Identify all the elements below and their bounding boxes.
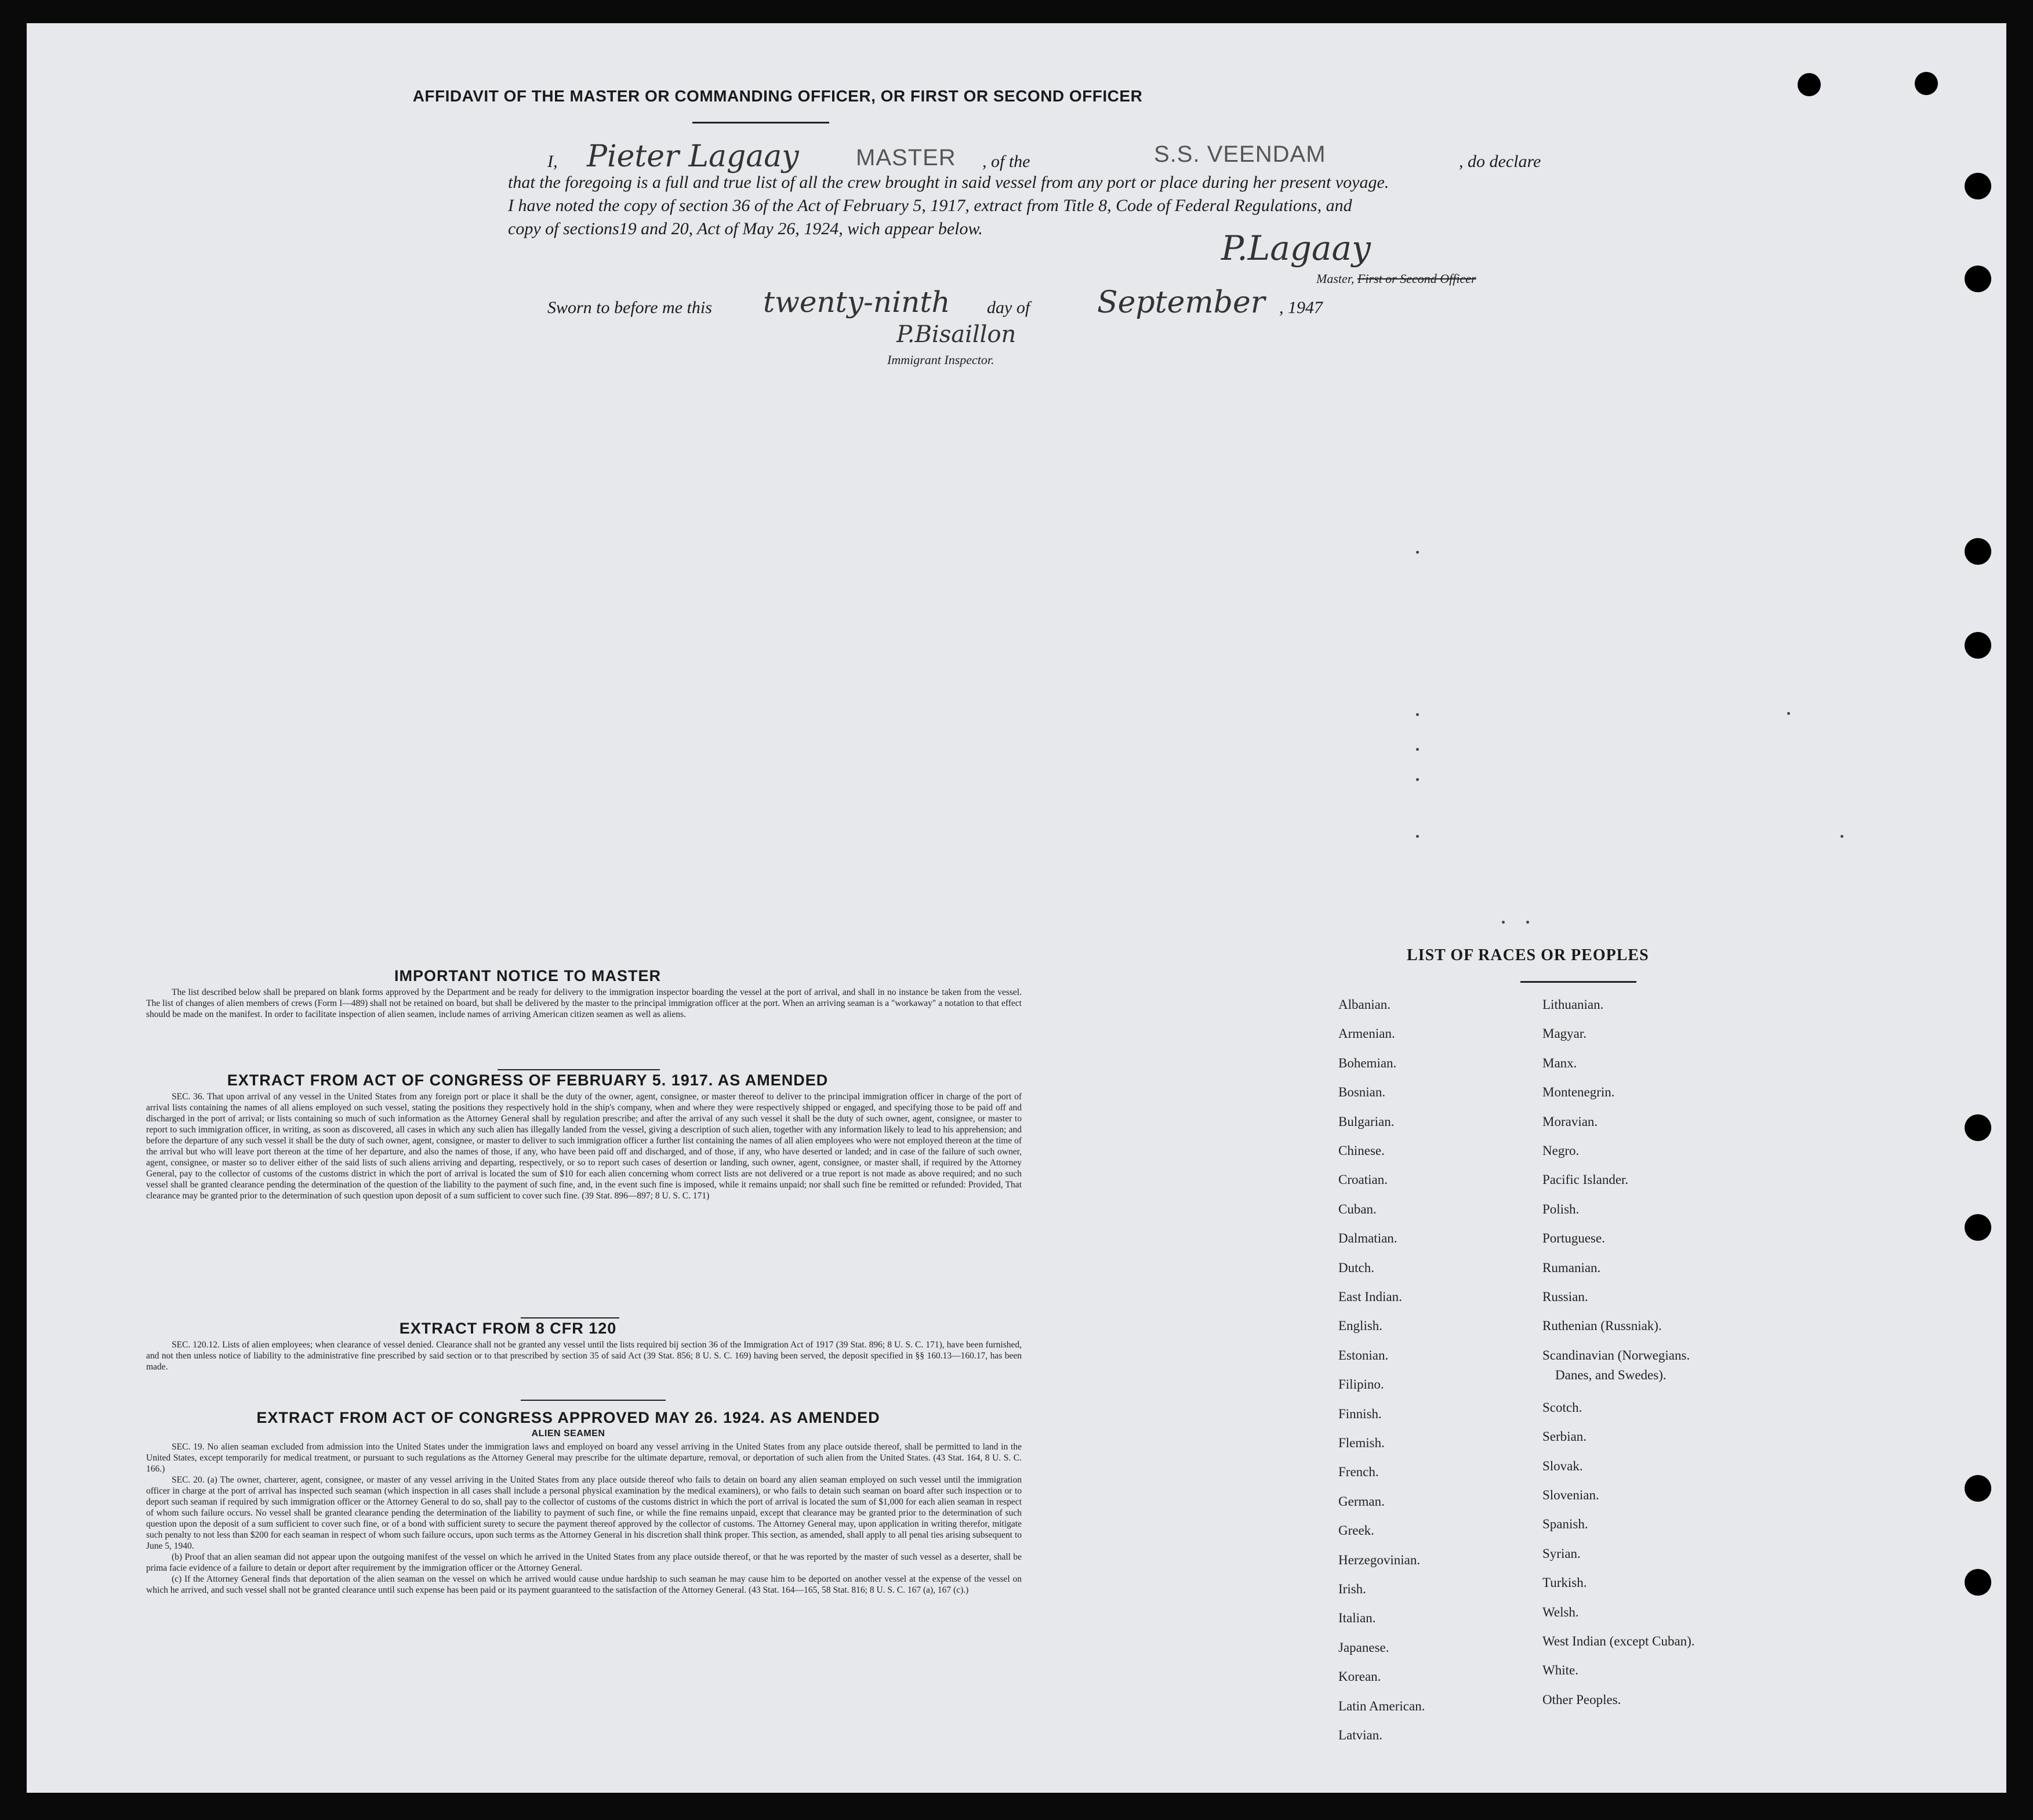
extract-1924-paragraph: SEC. 19. No alien seaman excluded from admission into the United States under the immigration laws and employed on board any vessel arriving in the United States from any place outside thereof, shall be permitted to land in the United States, except temporarily for medical treatment, or pursuant to such regulations as the Attorney General may prescribe for the ultimate departure, removal, or deportation of such alien from the United States. (43 Stat. 164, 8 U. S. C. 166.) [146,1442,1022,1474]
extract-cfr-paragraph: SEC. 120.12. Lists of alien employees; when clearance of vessel denied. Clearance shall not be granted any vessel until the lists required bij section 36 of the Immigration Act of 1917 (39 Stat. 896; 8 U. S. C. 171), have been furnished, and not then unless notice of liability to the administrative fine prescribed by said section or to that prescribed by section 35 of said Act (39 Stat. 856; 8 U. S. C. 169) having been served, the deposit specified in §§ 160.13—160.17, has been made. [146,1340,1022,1372]
speck [1416,551,1419,554]
punch-hole [1965,1475,1991,1502]
race-item: Latvian. [1338,1728,1382,1742]
race-item: Magyar. [1542,1026,1587,1041]
master-signature: P.Lagaay [1221,228,1371,268]
race-item: Rumanian. [1542,1260,1601,1275]
race-item: East Indian. [1338,1289,1402,1304]
declaration-line-2: that the foregoing is a full and true list of all the crew brought in said vessel from any port or place during her present voyage. [508,173,1389,192]
notice-title: IMPORTANT NOTICE TO MASTER [394,967,661,985]
race-item: Polish. [1542,1201,1580,1216]
race-item: Turkish. [1542,1575,1587,1590]
race-item: Croatian. [1338,1172,1388,1187]
speck [1416,835,1419,838]
extract-1917-body [146,1091,1022,1201]
race-item: Greek. [1338,1523,1374,1538]
race-item: Scotch. [1542,1400,1582,1415]
race-item: Moravian. [1542,1114,1598,1129]
race-item: Filipino. [1338,1377,1384,1392]
race-item: French. [1338,1465,1379,1480]
race-item: Latin American. [1338,1698,1425,1713]
race-item: Italian. [1338,1611,1376,1626]
race-item: Syrian. [1542,1546,1581,1561]
punch-hole [1965,1114,1991,1141]
race-item: Korean. [1338,1669,1381,1684]
race-item: Negro. [1542,1143,1580,1158]
race-item: Slovak. [1542,1458,1583,1473]
race-item: Lithuanian. [1542,997,1604,1012]
race-item: English. [1338,1318,1383,1334]
race-item: Flemish. [1338,1436,1385,1450]
extract-1924-paragraph: SEC. 20. (a) The owner, charterer, agent, consignee, or master of any vessel arriving in the United States from any place outside thereof who fails to detain on board any alien seaman employed on such vessel until the immigration officer in charge at the port of arrival has inspected such seaman (which inspection in all cases shall include a personal physical examination by the medical examiners), or who fails to detain such seaman on board after such inspection or to deport such seaman if required by such immigration officer or the Attorney General to do so, shall pay to the collector of customs of the customs district in which the port of arrival is located the sum of $1,000 for each alien seaman in respect of whom such failure occurs. No vessel shall be granted clearance pending the determination of the liability to payment of such fine, or while the fine remains unpaid, except that clearance may be granted prior to the determination of such question upon the deposit of a sum sufficient to cover such fine, or of a bond with sufficient surety to secure the payment thereof approved by the collector of customs. The Attorney General may, upon application in writing therefor, mitigate such penalty to not less than $200 for each seaman in respect of whom such failure occurs, upon such terms as the Attorney General in his discretion shall think proper. This section, as amended, shall apply to all penal ties arising subsequent to June 5, 1940. [146,1475,1022,1551]
race-item: German. [1338,1494,1385,1509]
race-item: Bosnian. [1338,1085,1386,1100]
section-rule [498,1069,660,1070]
sworn-day: twenty-ninth [763,285,950,319]
document-sheet [27,23,2006,1793]
rank-stamp: MASTER [856,145,956,170]
punch-hole [1798,73,1821,96]
extract-cfr-title: EXTRACT FROM 8 CFR 120 [399,1320,617,1337]
section-rule [521,1400,666,1401]
race-item: Herzegovinian. [1338,1552,1421,1567]
speck [1787,712,1790,715]
race-item: Serbian. [1542,1429,1587,1444]
affidavit-title: AFFIDAVIT OF THE MASTER OR COMMANDING OFFICER, OR FIRST OR SECOND OFFICER [412,87,1143,105]
race-item: Other Peoples. [1542,1692,1621,1707]
race-item: Ruthenian (Russniak). [1542,1318,1662,1334]
race-item: Armenian. [1338,1026,1395,1041]
inspector-signature: P.Bisaillon [896,321,1016,348]
extract-cfr-body [146,1339,1022,1372]
master-caption-struck: First or Second Officer [1357,271,1476,286]
extract-1924-title: EXTRACT FROM ACT OF CONGRESS APPROVED MAY 26. 1924. AS AMENDED [256,1409,880,1426]
declaration-do-declare: , do declare [1459,152,1541,171]
race-item: Spanish. [1542,1517,1588,1532]
punch-hole [1965,632,1991,659]
declarant-name: Pieter Lagaay [587,139,799,174]
race-item: Finnish. [1338,1406,1382,1421]
declaration-line-3: I have noted the copy of section 36 of the Act of February 5, 1917, extract from Title 8, Code of Federal Regulations, and [508,196,1352,215]
race-item: Russian. [1542,1289,1588,1304]
master-caption [1316,271,1476,286]
speck [1416,713,1419,716]
punch-hole [1965,538,1991,565]
races-title: LIST OF RACES OR PEOPLES [1407,946,1649,964]
race-item: Slovenian. [1542,1488,1599,1502]
race-item: Dalmatian. [1338,1231,1397,1246]
speck [1416,778,1419,781]
notice-body [146,987,1022,1020]
speck [1840,835,1843,838]
speck [1526,921,1529,924]
race-item-continuation: Danes, and Swedes). [1555,1367,1667,1382]
races-rule [1520,981,1636,983]
sworn-year: , 1947 [1279,298,1323,317]
punch-hole [1965,1214,1991,1241]
extract-1924-paragraph: (c) If the Attorney General finds that deportation of the alien seaman on the vessel on which he arrived would cause undue hardship to such seaman he may cause him to be deported on another vessel at the expense of the vessel on which he arrived, and such vessel shall not be granted clearance until such expense has been paid or its payment guaranteed to the satisfaction of the Attorney General. (43 Stat. 164—165, 58 Stat. 816; 8 U. S. C. 167 (a), 167 (c).) [146,1574,1022,1595]
declaration-i: I, [547,152,558,171]
extract-1917-title: EXTRACT FROM ACT OF CONGRESS OF FEBRUARY 5. 1917. AS AMENDED [227,1071,829,1089]
inspector-caption: Immigrant Inspector. [887,353,994,367]
race-item: Cuban. [1338,1201,1377,1216]
declaration-line-4: copy of sections19 and 20, Act of May 26, 1924, wich appear below. [508,219,983,238]
race-item: Albanian. [1338,997,1391,1012]
sworn-prefix: Sworn to before me this [547,298,712,317]
extract-1917-paragraph: SEC. 36. That upon arrival of any vessel in the United States from any foreign port or place it shall be the duty of the owner, agent, consignee, or master thereof to deliver to the principal immigration officer in charge of the port of arrival lists containing the names of all aliens employed on such vessel, stating the positions they respectively hold in the ship's company, when and where they were respectively shipped or engaged, and specifying those to be paid off and discharged in the port of arrival; or lists containing so much of such information as the Attorney General shall by regulation prescribe; and after the arrival of any such vessel it shall be the duty of such owner, agent, consignee, or master to report to such immigration officer, in writing, as soon as discovered, all cases in which any such alien has illegally landed from the vessel, giving a description of such alien, together with any information likely to lead to his apprehension; and before the departure of any such vessel it shall be the duty of such owner, agent, consignee, or master to deliver to such immigration officer a further list containing the names of all alien employees who were not employed thereon at the time of the arrival but who will leave port thereon at the time of her departure, and also the names of those, if any, who have been paid off and discharged, and of those, if any, who have deserted or landed; and in case of the failure of such owner, agent, consignee, or master so to deliver either of the said lists of such aliens arriving and departing, respectively, or so to report such cases of desertion or landing, such owner, agent, consignee, or master shall, if required by the Attorney General, pay to the collector of customs of the customs district in which the port of arrival is located the sum of $10 for each alien concerning whom correct lists are not delivered or a true report is not made as above required; and no such vessel shall be granted clearance pending the determination of the question of the liability to the payment of such fine, and, in the event such fine is imposed, while it remains unpaid; nor shall such fine be remitted or refunded: Provided, That clearance may be granted prior to the determination of such question upon deposit of a sum sufficient to cover such fine. (39 Stat. 896—897; 8 U. S. C. 171) [146,1092,1022,1201]
race-item: Chinese. [1338,1143,1385,1158]
punch-hole [1915,72,1938,95]
master-caption-prefix: Master, [1316,271,1355,286]
race-item: Manx. [1542,1055,1577,1070]
sworn-day-of: day of [987,298,1030,317]
race-item: Japanese. [1338,1640,1389,1655]
section-rule [521,1317,619,1318]
race-item: Montenegrin. [1542,1085,1615,1100]
speck [1416,748,1419,751]
declaration-of-the: , of the [982,152,1030,171]
extract-1924-body [146,1441,1022,1596]
extract-1924-subtitle: ALIEN SEAMEN [531,1429,605,1438]
race-item: Portuguese. [1542,1231,1605,1246]
race-item: White. [1542,1663,1578,1678]
race-item: Pacific Islander. [1542,1172,1629,1187]
vessel-stamp: S.S. VEENDAM [1154,141,1326,167]
race-item: Estonian. [1338,1347,1389,1363]
speck [1502,921,1505,924]
race-item: Welsh. [1542,1604,1579,1619]
notice-paragraph: The list described below shall be prepared on blank forms approved by the Department and be ready for delivery to the immigration inspector boarding the vessel at the port of arrival, and shall in no instance be taken from the vessel. The list of changes of alien members of crews (Form I—489) shall not be retained on board, but shall be delivered by the master to the principal immigration officer at the port. When an arriving seaman is a "workaway" a notation to that effect should be made on the manifest. In order to facilitate inspection of alien seamen, include names of arriving American citizen seamen as well as aliens. [146,987,1022,1019]
race-item: Dutch. [1338,1260,1374,1275]
title-rule [692,122,829,123]
sworn-month: September [1097,285,1265,320]
punch-hole [1965,1569,1991,1596]
race-item: West Indian (except Cuban). [1542,1634,1695,1648]
punch-hole [1965,266,1991,292]
race-item: Bulgarian. [1338,1114,1395,1129]
extract-1924-paragraph: (b) Proof that an alien seaman did not appear upon the outgoing manifest of the vessel on which he arrived in the United States from any place outside thereof, or that he was reported by the master of such vessel as a deserter, shall be prima facie evidence of a failure to detain or deport after requirement by the immigration officer or the Attorney General. [146,1552,1022,1573]
race-item: Bohemian. [1338,1055,1397,1070]
race-item: Irish. [1338,1582,1366,1596]
punch-hole [1965,173,1991,199]
race-item: Scandinavian (Norwegians. [1542,1347,1690,1363]
